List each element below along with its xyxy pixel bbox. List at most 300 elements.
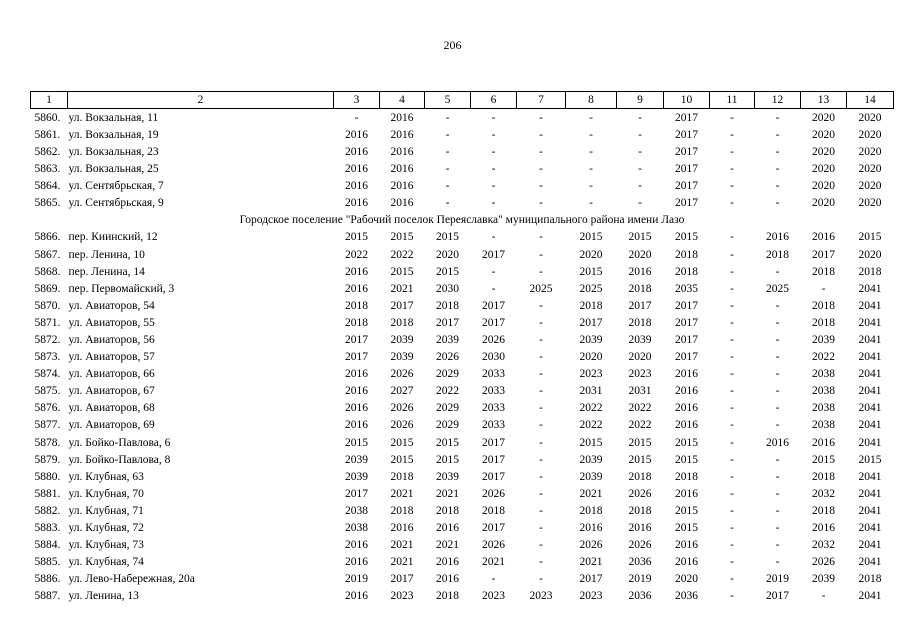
year-cell: 2033 — [482, 419, 505, 432]
year-cell: - — [730, 453, 734, 466]
year-cell: - — [539, 436, 543, 449]
year-cell: 2015 — [628, 453, 652, 466]
year-cell: - — [539, 111, 543, 124]
year-cell: - — [730, 180, 734, 193]
table-header — [31, 92, 894, 109]
year-cell: 2016 — [675, 487, 698, 500]
year-cell: 2016 — [345, 368, 368, 381]
year-cell: - — [589, 111, 593, 124]
table-row — [31, 246, 894, 263]
table-row — [31, 144, 894, 161]
year-cell: 2026 — [390, 368, 414, 381]
year-cell: - — [638, 128, 642, 141]
year-cell: - — [445, 111, 450, 124]
year-cell: 2018 — [482, 504, 505, 517]
address-cell: ул. Ленина, 13 — [68, 590, 139, 603]
year-cell: 2018 — [812, 504, 835, 517]
year-cell: 2038 — [345, 504, 368, 517]
year-cell: - — [589, 128, 593, 141]
year-cell: 2021 — [482, 556, 505, 569]
year-cell: 2017 — [345, 333, 368, 346]
year-cell: - — [445, 128, 450, 141]
column-header: 9 — [617, 92, 664, 109]
year-cell: 2018 — [390, 504, 414, 517]
year-cell: 2021 — [390, 556, 414, 569]
year-cell: 2020 — [858, 197, 882, 210]
year-cell: 2029 — [436, 368, 459, 381]
row-number: 5860. — [34, 111, 61, 124]
year-cell: 2021 — [579, 487, 603, 500]
year-cell: 2026 — [390, 402, 414, 415]
year-cell: 2017 — [675, 111, 698, 124]
year-cell: 2041 — [858, 539, 882, 552]
year-cell: 2025 — [766, 282, 789, 295]
year-cell: - — [730, 333, 734, 346]
year-cell: 2039 — [345, 470, 368, 483]
year-cell: 2039 — [812, 573, 835, 586]
year-cell: 2016 — [812, 522, 835, 534]
column-header: 12 — [755, 92, 801, 109]
year-cell: 2039 — [579, 333, 603, 346]
table-row — [31, 297, 894, 314]
year-cell: - — [775, 385, 780, 398]
year-cell: 2015 — [628, 436, 652, 449]
year-cell: 2041 — [858, 556, 882, 569]
year-cell: - — [491, 282, 496, 295]
column-header: 1 — [31, 92, 68, 109]
address-cell: ул. Клубная, 72 — [68, 522, 144, 534]
year-cell: 2031 — [579, 385, 603, 398]
column-header: 8 — [566, 92, 617, 109]
row-number: 5875. — [34, 385, 61, 398]
address-cell: ул. Клубная, 71 — [68, 504, 144, 517]
year-cell: 2026 — [628, 539, 652, 552]
row-number: 5864. — [34, 180, 61, 193]
row-number: 5882. — [34, 504, 61, 517]
year-cell: 2022 — [628, 419, 652, 432]
year-cell: 2036 — [628, 556, 652, 569]
year-cell: - — [354, 111, 359, 124]
year-cell: 2016 — [345, 419, 368, 432]
year-cell: 2020 — [579, 351, 603, 364]
year-cell: 2018 — [390, 470, 414, 483]
year-cell: 2020 — [858, 111, 882, 124]
header-row — [31, 92, 894, 109]
year-cell: - — [775, 402, 780, 415]
year-cell: 2016 — [390, 522, 414, 534]
year-cell: 2020 — [628, 248, 652, 261]
year-cell: 2017 — [482, 316, 505, 329]
year-cell: 2015 — [436, 265, 459, 278]
year-cell: 2019 — [628, 573, 652, 586]
column-header: 13 — [801, 92, 847, 109]
year-cell: 2022 — [390, 248, 414, 261]
address-cell: ул. Клубная, 70 — [68, 487, 144, 500]
year-cell: 2015 — [390, 436, 414, 449]
year-cell: - — [775, 197, 780, 210]
year-cell: 2015 — [675, 522, 698, 534]
address-cell: ул. Вокзальная, 23 — [68, 145, 159, 158]
year-cell: - — [775, 504, 780, 517]
year-cell: 2038 — [345, 522, 368, 534]
year-cell: - — [589, 145, 593, 158]
address-cell: пер. Первомайский, 3 — [68, 282, 175, 295]
section-row — [31, 212, 894, 229]
year-cell: 2015 — [436, 436, 459, 449]
year-cell: 2016 — [675, 368, 698, 381]
address-cell: ул. Авиаторов, 69 — [68, 419, 155, 432]
year-cell: 2018 — [579, 504, 603, 517]
year-cell: 2017 — [482, 299, 505, 312]
year-cell: - — [730, 145, 734, 158]
year-cell: 2017 — [482, 248, 505, 261]
year-cell: 2016 — [345, 197, 368, 210]
year-cell: 2023 — [579, 368, 603, 381]
year-cell: - — [775, 351, 780, 364]
year-cell: 2039 — [579, 453, 603, 466]
year-cell: - — [539, 556, 543, 569]
year-cell: - — [491, 111, 496, 124]
year-cell: - — [539, 299, 543, 312]
year-cell: - — [730, 573, 734, 586]
year-cell: 2017 — [675, 299, 698, 312]
year-cell: 2021 — [390, 487, 414, 500]
year-cell: 2016 — [675, 402, 698, 415]
row-number: 5863. — [34, 163, 61, 176]
year-cell: 2017 — [675, 197, 698, 210]
register-table — [30, 91, 894, 605]
year-cell: 2019 — [345, 573, 368, 586]
year-cell: - — [775, 453, 780, 466]
year-cell: - — [730, 282, 734, 295]
year-cell: 2030 — [436, 282, 459, 295]
year-cell: 2041 — [858, 522, 882, 534]
year-cell: - — [730, 197, 734, 210]
address-cell: ул. Авиаторов, 55 — [68, 316, 155, 329]
year-cell: - — [730, 539, 734, 552]
year-cell: - — [775, 539, 780, 552]
year-cell: 2016 — [345, 163, 368, 176]
year-cell: 2016 — [390, 111, 414, 124]
year-cell: 2018 — [675, 265, 698, 278]
year-cell: 2015 — [579, 265, 603, 278]
year-cell: - — [730, 368, 734, 381]
year-cell: 2038 — [812, 385, 835, 398]
year-cell: 2018 — [579, 299, 603, 312]
year-cell: 2017 — [390, 299, 414, 312]
address-cell: пер. Ленина, 10 — [68, 248, 145, 261]
year-cell: 2041 — [858, 419, 882, 432]
year-cell: 2020 — [812, 145, 835, 158]
year-cell: 2017 — [482, 470, 505, 483]
row-number: 5883. — [34, 522, 61, 534]
year-cell: 2022 — [812, 351, 835, 364]
year-cell: - — [539, 248, 543, 261]
year-cell: - — [539, 145, 543, 158]
year-cell: - — [539, 231, 543, 244]
year-cell: - — [730, 111, 734, 124]
year-cell: - — [730, 385, 734, 398]
column-header: 11 — [710, 92, 755, 109]
row-number: 5865. — [34, 197, 61, 210]
year-cell: 2016 — [675, 385, 698, 398]
year-cell: 2020 — [812, 163, 835, 176]
address-cell: ул. Авиаторов, 67 — [68, 385, 155, 398]
year-cell: 2041 — [858, 470, 882, 483]
year-cell: 2018 — [675, 248, 698, 261]
year-cell: - — [775, 128, 780, 141]
year-cell: 2022 — [579, 402, 603, 415]
year-cell: 2016 — [436, 556, 459, 569]
year-cell: 2025 — [529, 282, 553, 295]
year-cell: 2015 — [390, 453, 414, 466]
year-cell: 2039 — [390, 333, 414, 346]
column-header: 2 — [68, 92, 334, 109]
year-cell: 2041 — [858, 316, 882, 329]
column-header: 4 — [380, 92, 425, 109]
year-cell: 2018 — [390, 316, 414, 329]
year-cell: 2016 — [628, 265, 652, 278]
table-row — [31, 349, 894, 366]
year-cell: - — [730, 231, 734, 244]
year-cell: - — [445, 197, 450, 210]
year-cell: 2039 — [436, 333, 459, 346]
year-cell: - — [539, 316, 543, 329]
table-row — [31, 383, 894, 400]
year-cell: 2020 — [812, 180, 835, 193]
year-cell: 2020 — [579, 248, 603, 261]
row-number: 5873. — [34, 351, 61, 364]
year-cell: 2041 — [858, 436, 882, 449]
year-cell: 2018 — [812, 265, 835, 278]
address-cell: ул. Авиаторов, 68 — [68, 402, 155, 415]
year-cell: 2041 — [858, 282, 882, 295]
year-cell: 2041 — [858, 299, 882, 312]
year-cell: - — [491, 197, 496, 210]
year-cell: - — [775, 145, 780, 158]
year-cell: 2016 — [390, 128, 414, 141]
table-row — [31, 195, 894, 212]
year-cell: 2016 — [345, 145, 368, 158]
address-cell: ул. Сентябрьская, 7 — [68, 180, 164, 193]
row-number: 5866. — [34, 231, 61, 244]
year-cell: 2017 — [482, 522, 505, 534]
row-number: 5872. — [34, 333, 61, 346]
year-cell: 2016 — [766, 436, 789, 449]
year-cell: - — [730, 128, 734, 141]
year-cell: 2041 — [858, 504, 882, 517]
year-cell: 2017 — [675, 163, 698, 176]
year-cell: - — [730, 556, 734, 569]
year-cell: 2039 — [436, 470, 459, 483]
year-cell: 2018 — [628, 282, 652, 295]
row-number: 5876. — [34, 402, 61, 415]
year-cell: - — [539, 197, 543, 210]
year-cell: 2015 — [675, 436, 698, 449]
year-cell: 2018 — [812, 299, 835, 312]
table-row — [31, 417, 894, 434]
year-cell: - — [730, 163, 734, 176]
year-cell: - — [539, 487, 543, 500]
year-cell: - — [589, 180, 593, 193]
year-cell: 2016 — [436, 573, 459, 586]
column-header: 7 — [517, 92, 566, 109]
table-row — [31, 280, 894, 297]
year-cell: 2017 — [675, 316, 698, 329]
table-row — [31, 503, 894, 520]
table-row — [31, 468, 894, 485]
year-cell: - — [775, 419, 780, 432]
row-number: 5878. — [34, 436, 61, 449]
year-cell: - — [539, 470, 543, 483]
year-cell: 2016 — [390, 180, 414, 193]
year-cell: - — [730, 504, 734, 517]
year-cell: - — [775, 180, 780, 193]
table-row — [31, 400, 894, 417]
year-cell: 2041 — [858, 368, 882, 381]
address-cell: ул. Клубная, 63 — [68, 470, 144, 483]
year-cell: 2018 — [628, 470, 652, 483]
column-header: 14 — [847, 92, 894, 109]
year-cell: 2016 — [436, 522, 459, 534]
year-cell: 2015 — [436, 453, 459, 466]
year-cell: 2041 — [858, 402, 882, 415]
year-cell: 2015 — [579, 231, 603, 244]
row-number: 5874. — [34, 368, 61, 381]
table-row — [31, 485, 894, 502]
year-cell: - — [491, 145, 496, 158]
year-cell: 2015 — [579, 436, 603, 449]
table-row — [31, 315, 894, 332]
year-cell: 2015 — [675, 231, 698, 244]
year-cell: 2015 — [436, 231, 459, 244]
year-cell: 2018 — [628, 504, 652, 517]
year-cell: 2017 — [766, 590, 789, 603]
address-cell: ул. Вокзальная, 19 — [68, 128, 159, 141]
year-cell: 2041 — [858, 487, 882, 500]
row-number: 5867. — [34, 248, 61, 261]
year-cell: 2015 — [675, 504, 698, 517]
year-cell: 2026 — [482, 333, 505, 346]
year-cell: 2018 — [436, 504, 459, 517]
year-cell: 2026 — [812, 556, 835, 569]
year-cell: - — [730, 351, 734, 364]
year-cell: 2015 — [858, 231, 882, 244]
year-cell: 2016 — [345, 385, 368, 398]
year-cell: 2018 — [675, 470, 698, 483]
year-cell: 2016 — [675, 556, 698, 569]
year-cell: 2015 — [390, 265, 414, 278]
year-cell: 2016 — [579, 522, 603, 534]
year-cell: 2023 — [579, 590, 603, 603]
year-cell: 2018 — [812, 470, 835, 483]
year-cell: 2032 — [812, 487, 835, 500]
year-cell: 2015 — [858, 453, 882, 466]
year-cell: 2021 — [436, 487, 459, 500]
year-cell: 2017 — [812, 248, 835, 261]
row-number: 5862. — [34, 145, 61, 158]
year-cell: 2018 — [858, 573, 882, 586]
year-cell: - — [539, 180, 543, 193]
year-cell: 2015 — [628, 231, 652, 244]
year-cell: 2016 — [345, 402, 368, 415]
year-cell: 2026 — [390, 419, 414, 432]
year-cell: 2018 — [812, 316, 835, 329]
year-cell: - — [539, 265, 543, 278]
year-cell: 2017 — [436, 316, 459, 329]
year-cell: 2018 — [858, 265, 882, 278]
year-cell: - — [730, 248, 734, 261]
year-cell: - — [775, 299, 780, 312]
year-cell: 2038 — [812, 419, 835, 432]
year-cell: 2018 — [628, 316, 652, 329]
table-row — [31, 127, 894, 144]
year-cell: - — [539, 128, 543, 141]
row-number: 5869. — [34, 282, 61, 295]
year-cell: 2017 — [628, 299, 652, 312]
year-cell: 2039 — [345, 453, 368, 466]
year-cell: 2021 — [390, 282, 414, 295]
year-cell: 2039 — [812, 333, 835, 346]
year-cell: 2016 — [675, 539, 698, 552]
column-header: 5 — [425, 92, 471, 109]
address-cell: ул. Бойко-Павлова, 8 — [68, 453, 171, 466]
table-row — [31, 434, 894, 451]
row-number: 5880. — [34, 470, 61, 483]
year-cell: 2017 — [675, 351, 698, 364]
year-cell: 2017 — [482, 453, 505, 466]
address-cell: пер. Ленина, 14 — [68, 265, 145, 278]
year-cell: - — [775, 111, 780, 124]
year-cell: 2017 — [675, 128, 698, 141]
year-cell: - — [445, 180, 450, 193]
year-cell: 2036 — [628, 590, 652, 603]
table-row — [31, 588, 894, 605]
address-cell: ул. Авиаторов, 57 — [68, 351, 155, 364]
year-cell: 2020 — [858, 128, 882, 141]
year-cell: 2033 — [482, 385, 505, 398]
year-cell: 2022 — [345, 248, 368, 261]
year-cell: 2039 — [579, 470, 603, 483]
year-cell: 2026 — [482, 539, 505, 552]
year-cell: 2016 — [345, 265, 368, 278]
table-row — [31, 537, 894, 554]
year-cell: - — [730, 265, 734, 278]
row-number: 5887. — [34, 590, 61, 603]
year-cell: - — [539, 419, 543, 432]
year-cell: - — [638, 163, 642, 176]
address-cell: ул. Авиаторов, 66 — [68, 368, 155, 381]
year-cell: - — [821, 282, 826, 295]
year-cell: 2016 — [345, 282, 368, 295]
year-cell: - — [539, 504, 543, 517]
year-cell: 2020 — [675, 573, 698, 586]
year-cell: - — [638, 111, 642, 124]
row-number: 5884. — [34, 539, 61, 552]
year-cell: 2026 — [436, 351, 459, 364]
year-cell: 2020 — [858, 180, 882, 193]
year-cell: 2016 — [675, 419, 698, 432]
year-cell: - — [539, 385, 543, 398]
year-cell: 2027 — [390, 385, 414, 398]
year-cell: 2025 — [579, 282, 603, 295]
year-cell: 2017 — [390, 573, 414, 586]
year-cell: 2041 — [858, 590, 882, 603]
row-number: 5861. — [34, 128, 61, 141]
table-row — [31, 332, 894, 349]
year-cell: 2038 — [812, 402, 835, 415]
year-cell: 2033 — [482, 402, 505, 415]
